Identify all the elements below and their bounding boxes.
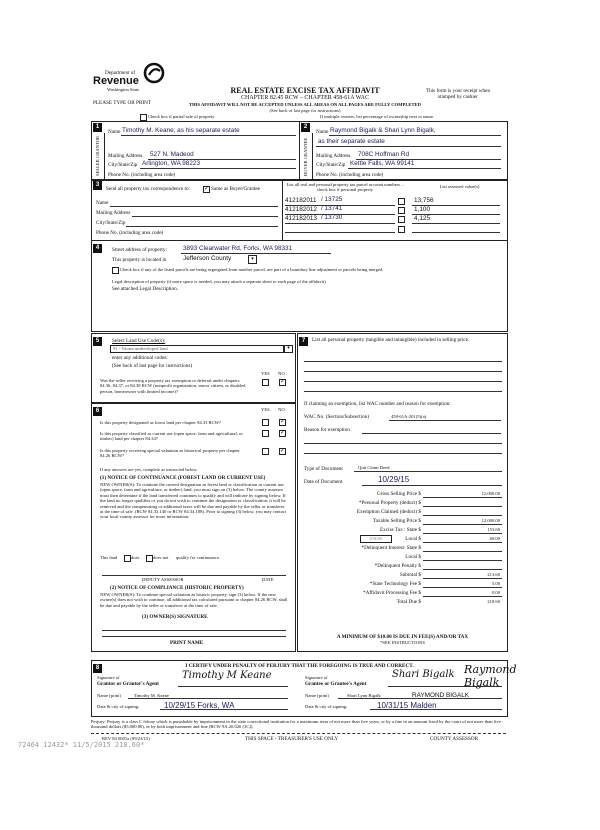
s3-phone-label: Phone No. (including area code) [96, 230, 164, 236]
section-4-number: 4 [93, 244, 102, 253]
grantor-signature[interactable]: Timothy M Keane [182, 670, 272, 681]
tax-rows [298, 491, 507, 605]
wac-value[interactable]: 458-61A-201(5)(a) [391, 414, 427, 419]
s6-no-label: NO [278, 407, 285, 412]
tax-row-value[interactable]: 12,000.00 [481, 491, 500, 496]
form-warning: THIS AFFIDAVIT WILL NOT BE ACCEPTED UNLESS ALL AREAS ON ALL PAGES ARE FULLY COMPLETED [189, 102, 421, 107]
seller-name-label: Name [108, 129, 121, 135]
grantor-sig-label-a: Signature of [97, 675, 120, 680]
parcel-personal-checkbox-2[interactable] [398, 207, 405, 214]
section-8 [91, 660, 517, 717]
doc-type-value[interactable]: Quit Claim Deed [358, 465, 390, 470]
land-use-value: 91 - Vacant undeveloped land [113, 346, 168, 351]
street-address[interactable]: 3893 Clearwater Rd, Forks, WA 98331 [183, 245, 293, 252]
section-5-number: 5 [93, 337, 102, 346]
parcel-value-3[interactable]: 4,125 [414, 215, 430, 222]
parcel-header: List all real and personal property tax parcel account numbers – check box if personal property [286, 182, 404, 193]
doc-date-value[interactable]: 10/29/15 [378, 475, 410, 484]
parcel-personal-checkbox-4[interactable] [398, 226, 405, 233]
exemption-claim-label: If claiming an exemption, list WAC number and reason for exemption: [304, 401, 451, 407]
parcel-personal-checkbox-3[interactable] [398, 216, 405, 223]
receipt-note: This form is your receipt when stamped by cashier [425, 88, 491, 100]
grantor-date-label: Date & city of signing: [97, 704, 140, 709]
tax-row-label: *Delinquent Interest: State $ [361, 545, 421, 551]
street-label: Street address of property: [112, 247, 167, 253]
tax-row-label: Local $ [405, 536, 421, 542]
buyer-name-line2[interactable]: as their separate estate [318, 138, 385, 145]
grantor-name[interactable]: Timothy M. Keane [134, 693, 169, 698]
seller-name[interactable]: Timothy M. Keane, as his separate estate [122, 127, 240, 134]
certify-statement: I CERTIFY UNDER PENALTY OF PERJURY THAT THE FOREGOING IS TRUE AND CORRECT. [185, 663, 414, 669]
same-as-buyer-checkbox[interactable]: ✓ [204, 186, 210, 192]
section-6 [91, 403, 296, 652]
dept-line1: Department of [105, 70, 136, 76]
forest-question: Is this property designated as forest land per chapter 84.33 RCW? [100, 420, 222, 425]
historic-title: (2) NOTICE OF COMPLIANCE (HISTORIC PROPERTY) [110, 585, 244, 591]
section-5 [91, 333, 296, 403]
parcel-number-3[interactable]: 412182013 [285, 215, 317, 222]
same-as-buyer-label: Same as Buyer/Grantee [211, 186, 260, 192]
grantee-date-label: Date & city of signing: [305, 704, 348, 709]
legal-label: Legal description of property (if more space is needed, you may attach a separate sheet to each page of the affidavit) [112, 279, 326, 284]
doc-type-label: Type of Document [304, 466, 343, 472]
form-see-back: (See back of last page for instructions) [269, 108, 341, 113]
owner-signature-title: (3) OWNER(S) SIGNATURE [142, 614, 208, 620]
buyer-name[interactable]: Raymond Bigalk & Shari Lynn Bigalk, [330, 127, 436, 134]
tax-row-label: *Personal Property (deduct) $ [358, 500, 421, 506]
county-dropdown-icon[interactable]: ▾ [248, 255, 257, 264]
tax-row-label: *State Technology Fee $ [369, 581, 421, 587]
if-yes-note: If any answers are yes, complete as instructed below. [100, 467, 198, 472]
exemption-question: Was the seller receiving a property tax exemption or deferral under chapters 84.36, 84.37, or 84.38 RCW (nonprofit organization, senior citizen, or disabled person, homeowner with limited income)? [100, 378, 246, 394]
grantee-sig-label: Grantee or Grantee's Agent [305, 681, 367, 687]
does-not-checkbox[interactable] [146, 555, 153, 562]
current-use-yes-checkbox[interactable] [262, 430, 269, 437]
tax-row-value[interactable]: 218.60 [487, 599, 500, 604]
land-use-dropdown-icon[interactable]: ▾ [284, 345, 293, 353]
parcel-hand-2: / 13741 [321, 205, 343, 212]
parcel-hand-1: / 13725 [321, 196, 343, 203]
seller-city-label: City/State/Zip [108, 162, 138, 168]
s3-name-label: Name [96, 200, 109, 206]
personal-property-label: List all personal property (tangible and intangible) included in selling price. [312, 337, 470, 343]
grantee-sig-label-a: Signature of [305, 675, 328, 680]
grantor-sig-label: Grantor or Grantor's Agent [97, 681, 159, 687]
exemption-yes-checkbox[interactable] [262, 379, 269, 386]
section-1-2 [91, 121, 508, 181]
form-chapter: CHAPTER 82.45 RCW – CHAPTER 458-61A WAC [241, 95, 369, 101]
dept-line2: Revenue [93, 75, 139, 87]
parcel-value-2[interactable]: 1,100 [414, 206, 430, 213]
tax-row-value[interactable]: 12,000.00 [481, 518, 500, 523]
seller-phone-label: Phone No. (including area code) [108, 172, 176, 178]
assessed-header: List assessed value(s) [439, 184, 480, 189]
section-8-number: 8 [93, 664, 102, 673]
additional-codes-label: enter any additional codes: [112, 355, 168, 361]
s3-mailing-label: Mailing Address [96, 210, 131, 216]
tax-row-value[interactable]: 153.60 [487, 527, 500, 532]
tax-row-label: *Affidavit Processing Fee $ [363, 590, 421, 596]
deputy-assessor-label: DEPUTY ASSESSOR [142, 577, 184, 582]
grantee-name-2[interactable]: RAYMOND BIGALK [412, 692, 470, 699]
buyer-side-label: BUYER GRANTEE [303, 137, 308, 176]
s5-yes-label: YES [261, 371, 270, 376]
grantor-name-label: Name (print) [97, 693, 121, 698]
parcel-hand-3: / 13730 [321, 214, 343, 221]
tax-row-label: Total Due $ [396, 599, 421, 605]
wac-label: WAC No. (Section/Subsection) [304, 414, 369, 420]
section-1-number: 1 [93, 123, 102, 132]
partial-sale-checkbox[interactable] [140, 114, 147, 121]
s5-no-label: NO [278, 371, 285, 376]
exemption-no-checkbox[interactable]: ✓ [280, 379, 286, 385]
buyer-name-label: Name [316, 129, 329, 135]
section-2-number: 2 [301, 123, 310, 132]
parcel-number-1[interactable]: 412182011 [285, 197, 317, 204]
doc-date-label: Date of Document [304, 479, 343, 485]
grantee-signature[interactable]: Shari Bigalk [392, 669, 455, 680]
cashier-stamp: 72464 12432* 11/5/2015 218.60* [18, 741, 145, 749]
grantee-name[interactable]: Shari Lynn Bigalk [347, 693, 381, 698]
segregated-label: Check box if any of the listed parcels are being segregated from another parcel, are part of a boundary line adjustment or parcels being merged. [120, 267, 384, 272]
send-tax-label: Send all property tax correspondence to: [106, 186, 190, 192]
grantee-name-label: Name (print) [305, 693, 329, 698]
minimum-note: A MINIMUM OF $10.00 IS DUE IN FEE(S) AND/OR TAX [336, 634, 469, 640]
legal-description[interactable]: See attached Legal Description. [112, 286, 178, 292]
seller-mailing[interactable]: 527 N. Madeod [150, 151, 194, 158]
revenue-logo [93, 62, 168, 96]
tax-row-value[interactable]: 213.60 [487, 572, 500, 577]
continuance-title: (1) NOTICE OF CONTINUANCE (FOREST LAND OR CURRENT USE) [100, 475, 266, 481]
s3-city-label: City/State/Zip [96, 220, 126, 226]
land-use-label: Select Land Use Code(s): [112, 338, 166, 344]
dept-line3: Washington State [107, 87, 140, 92]
section-7 [297, 333, 508, 652]
does-checkbox[interactable] [124, 555, 131, 562]
historic-no-checkbox[interactable]: ✓ [280, 448, 286, 454]
s5-see-back: (See back of last page for instructions) [112, 363, 193, 369]
grantor-date[interactable]: 10/29/15 Forks, WA [164, 701, 235, 710]
historic-yes-checkbox[interactable] [262, 448, 269, 455]
tax-row-label: Local $ [405, 554, 421, 560]
section-6-number: 6 [93, 407, 102, 416]
rev-number: REV 84 0001a (09/23/15) [102, 736, 150, 741]
tax-row-label: Excise Tax : State $ [379, 527, 421, 533]
forest-yes-checkbox[interactable] [262, 419, 269, 426]
multiple-owners-note: If multiple owners, list percentage of ownership next to name. [320, 114, 435, 119]
grantee-date[interactable]: 10/31/15 Malden [377, 701, 437, 710]
qualify-label: qualify for continuance. [176, 555, 221, 560]
county-value[interactable]: Jefferson County [183, 255, 232, 262]
deputy-date-label: DATE [262, 577, 274, 582]
tax-row-label: *Delinquent Penalty $ [374, 563, 421, 569]
this-land-label: This land [100, 555, 118, 560]
section-4 [91, 240, 508, 332]
forest-no-checkbox[interactable]: ✓ [280, 419, 286, 425]
section-7-number: 7 [299, 337, 308, 346]
see-instructions-note: *SEE INSTRUCTIONS [380, 640, 425, 645]
revenue-logo-icon [143, 62, 165, 84]
tax-row-label: Subtotal $ [399, 572, 421, 578]
local-rate-field[interactable]: 0.0050 [360, 535, 392, 543]
historic-question: Is this property receiving special valuation as historical property per chapter 84.26 RCW? [100, 448, 240, 459]
form-title: REAL ESTATE EXCISE TAX AFFIDAVIT [230, 86, 380, 95]
seller-city[interactable]: Arlington, WA 98223 [142, 160, 201, 167]
parcel-number-2[interactable]: 412182012 [285, 206, 317, 213]
treasurer-use: THIS SPACE - TREASURER'S USE ONLY [245, 736, 339, 742]
county-assessor-label: COUNTY ASSESSOR [430, 736, 479, 742]
located-label: This property is located in [112, 257, 167, 263]
section-3-number: 3 [93, 181, 102, 190]
buyer-city-label: City/State/Zip [316, 162, 346, 168]
tax-row-label: Exemption Claimed (deduct) $ [356, 509, 421, 515]
reason-label: Reason for exemption [304, 427, 350, 433]
buyer-phone-label: Phone No. (including area code) [316, 172, 384, 178]
buyer-mailing-label: Mailing Address [316, 153, 351, 159]
parcel-personal-checkbox-1[interactable] [398, 198, 405, 205]
current-use-question: Is this property classified as current use (open space, farm and agricultural, or timber) land per chapter 84.34? [100, 431, 243, 442]
continuance-text: NEW OWNER(S): To continue the current designation as forest land or classification as current use (open space, farm and agriculture, or timber) land, you must sign on (3) below. The county assessor must then determine if the land transferred continues to qualify and will indicate by signing below. If the land no longer qualifies or you do not wish to continue the designation or classification, it will be removed and the compensating or additional taxes will be due and payable by the seller or transferor at the time of sale. (RCW 84.33.140 or RCW 84.34.108). Prior to signing (3) below, you may contact your local county assessor for more information. [100, 482, 287, 520]
land-use-select[interactable] [110, 345, 284, 353]
tax-row-value[interactable]: 60.00 [489, 536, 500, 541]
does-label: does [131, 555, 140, 560]
please-type: PLEASE TYPE OR PRINT [93, 100, 151, 106]
grantee-signature-2[interactable]: Raymond Bigalk [464, 663, 517, 689]
does-not-label: does not [153, 555, 169, 560]
buyer-mailing[interactable]: 708C Hoffman Rd [358, 151, 410, 158]
perjury-statement: Perjury: Perjury is a class C felony which is punishable by imprisonment in the state correctional institution for a maximum term of not more than five years, or by a fine in an amount fixed by the court of not more than five thousand dollars ($5,000.00), or by both imprisonment and fine (RCW 9A.20.020 (1C)). [91, 719, 501, 730]
historic-text: NEW OWNER(S): To continue special valuation as historic property, sign (3) below. If the new owner(s) does not wish to continue, all additional tax calculated pursuant to chapter 84.26 RCW, shall be due and payable by the seller or transferor at the time of sale. [100, 592, 288, 608]
segregated-checkbox[interactable] [112, 267, 119, 274]
tax-row-value[interactable]: 5.00 [491, 581, 500, 586]
parcel-value-1[interactable]: 13,756 [414, 197, 434, 204]
seller-mailing-label: Mailing Address [108, 153, 143, 159]
tax-row-label: Gross Selling Price $ [377, 491, 421, 497]
current-use-no-checkbox[interactable]: ✓ [280, 430, 286, 436]
section-3 [91, 179, 508, 241]
buyer-city[interactable]: Kettle Falls, WA 99141 [350, 160, 415, 167]
tax-row-label: Taxable Selling Price $ [372, 518, 421, 524]
partial-sale-label: Check box if partial sale of property [148, 114, 215, 119]
seller-side-label: SELLER GRANTOR [95, 135, 100, 176]
print-name-label: PRINT NAME [170, 640, 204, 646]
s6-yes-label: YES [261, 407, 270, 412]
tax-row-value[interactable]: 0.00 [491, 590, 500, 595]
